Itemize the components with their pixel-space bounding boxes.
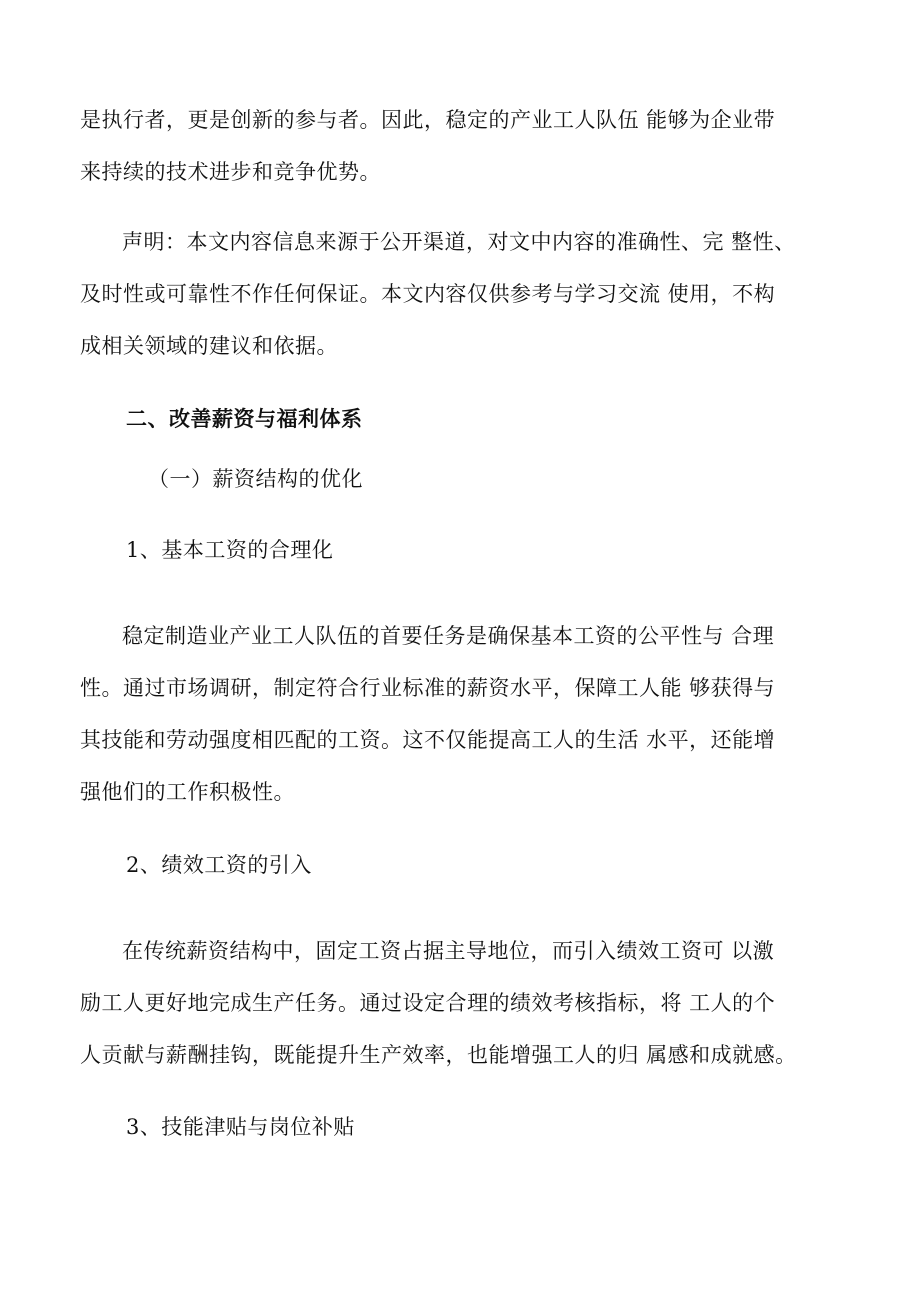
paragraph-line: 稳定制造业产业工人队伍的首要任务是确保基本工资的公平性与 合理 — [122, 624, 775, 648]
paragraph-line: 性。通过市场调研，制定符合行业标准的薪资水平，保障工人能 够获得与 — [80, 676, 776, 700]
disclaimer-paragraph — [80, 216, 840, 372]
item-heading-3: 3、技能津贴与岗位补贴 — [126, 1115, 355, 1139]
section-heading: 二、改善薪资与福利体系 — [126, 406, 363, 431]
item1-paragraph — [80, 610, 840, 818]
paragraph-line: 励工人更好地完成生产任务。通过设定合理的绩效考核指标，将 工人的个 — [80, 991, 776, 1015]
paragraph-continued — [80, 94, 840, 198]
paragraph-line: 强他们的工作积极性。 — [80, 780, 295, 804]
paragraph-line: 来持续的技术进步和竞争优势。 — [80, 160, 381, 184]
paragraph-line: 成相关领域的建议和依据。 — [80, 334, 338, 358]
paragraph-line: 其技能和劳动强度相匹配的工资。这不仅能提高工人的生活 水平，还能增 — [80, 728, 776, 752]
paragraph-line: 及时性或可靠性不作任何保证。本文内容仅供参考与学习交流 使用，不构 — [80, 282, 776, 306]
paragraph-line: 声明：本文内容信息来源于公开渠道，对文中内容的准确性、完 整性、 — [122, 230, 796, 254]
paragraph-line: 在传统薪资结构中，固定工资占据主导地位，而引入绩效工资可 以激 — [122, 939, 775, 963]
item2-paragraph — [80, 925, 840, 1081]
item-heading-2: 2、绩效工资的引入 — [126, 853, 312, 877]
paragraph-line: 是执行者，更是创新的参与者。因此，稳定的产业工人队伍 能够为企业带 — [80, 108, 776, 132]
paragraph-line: 人贡献与薪酬挂钩，既能提升生产效率，也能增强工人的归 属感和成就感。 — [80, 1043, 797, 1067]
item-heading-1: 1、基本工资的合理化 — [126, 538, 334, 562]
subsection-heading: （一）薪资结构的优化 — [148, 467, 363, 491]
